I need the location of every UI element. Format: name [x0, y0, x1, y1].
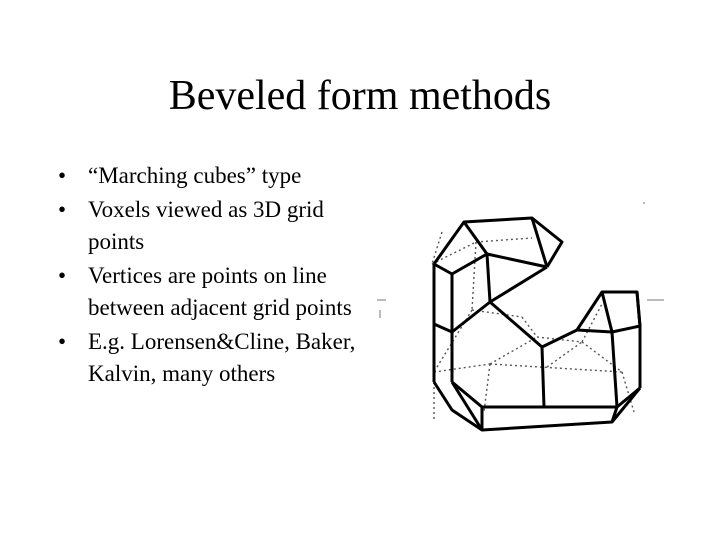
bullet-item — [58, 194, 358, 258]
bullet-text: Vertices are points on line between adjacent grid points — [88, 263, 352, 320]
bullet-icon: • — [58, 163, 67, 188]
slide-title: Beveled form methods — [168, 73, 552, 119]
bullet-item — [58, 260, 358, 324]
bullet-text: Voxels viewed as 3D grid points — [88, 197, 324, 254]
bullet-list — [58, 160, 358, 392]
bullet-icon: • — [58, 329, 67, 354]
bullet-icon: • — [58, 197, 67, 222]
bullet-icon: • — [58, 263, 67, 288]
visible-edges — [434, 218, 640, 430]
beveled-form-wireframe-figure — [372, 192, 672, 442]
bullet-item — [58, 326, 358, 390]
bullet-item — [58, 160, 358, 192]
bullet-text: “Marching cubes” type — [88, 163, 302, 188]
bullet-text: E.g. Lorensen&Cline, Baker, Kalvin, many others — [88, 329, 356, 386]
